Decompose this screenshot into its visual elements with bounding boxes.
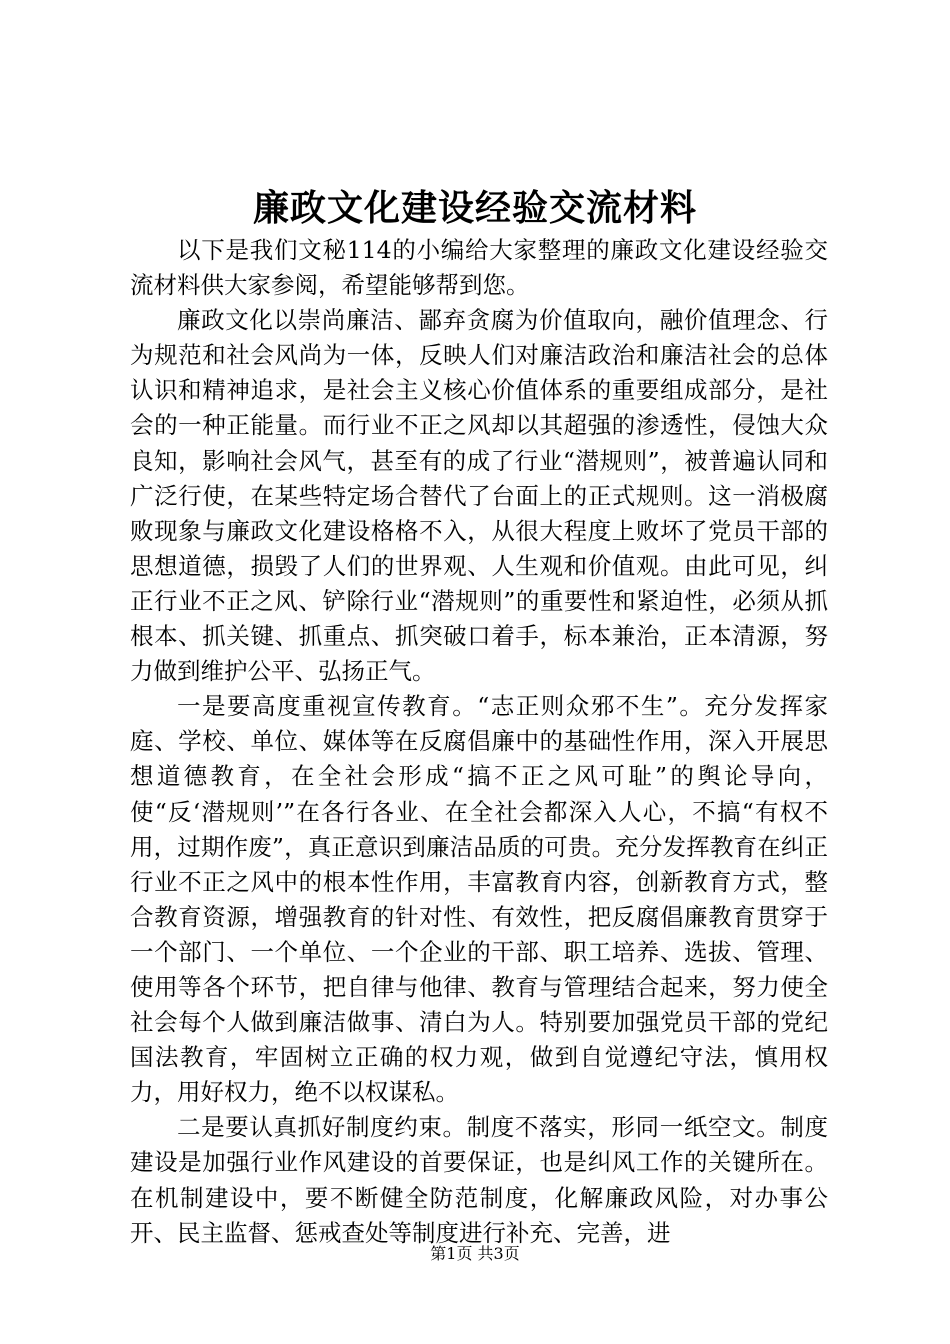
paragraph-point-two: 二是要认真抓好制度约束。制度不落实，形同一纸空文。制度建设是加强行业作风建设的首要保证，也是纠风工作的关键所在。在机制建设中，要不断健全防范制度，化解廉政风险，对办事公开、民主监督、惩戒查处等制度进行补充、完善，进 bbox=[130, 1113, 828, 1247]
document-title: 廉政文化建设经验交流材料 bbox=[252, 187, 697, 229]
page-footer: 第1页 共3页 bbox=[430, 1244, 520, 1263]
paragraph-intro: 以下是我们文秘114的小编给大家整理的廉政文化建设经验交流材料供大家参阅，希望能够帮到您。 bbox=[130, 236, 828, 300]
paragraph-overview: 廉政文化以崇尚廉洁、鄙弃贪腐为价值取向，融价值理念、行为规范和社会风尚为一体，反映人们对廉洁政治和廉洁社会的总体认识和精神追求，是社会主义核心价值体系的重要组成部分，是社会的一种正能量。而行业不正之风却以其超强的渗透性，侵蚀大众良知，影响社会风气，甚至有的成了行业“潜规则”，被普遍认同和广泛行使，在某些特定场合替代了台面上的正式规则。这一消极腐败现象与廉政文化建设格格不入，从很大程度上败坏了党员干部的思想道德，损毁了人们的世界观、人生观和价值观。由此可见，纠正行业不正之风、铲除行业“潜规则”的重要性和紧迫性，必须从抓根本、抓关键、抓重点、抓突破口着手，标本兼治，正本清源，努力做到维护公平、弘扬正气。 bbox=[130, 306, 828, 686]
paragraph-point-one: 一是要高度重视宣传教育。“志正则众邪不生”。充分发挥家庭、学校、单位、媒体等在反腐倡廉中的基础性作用，深入开展思想道德教育，在全社会形成“搞不正之风可耻”的舆论导向，使“反‘潜规则’”在各行各业、在全社会都深入人心，不搞“有权不用，过期作废”，真正意识到廉洁品质的可贵。充分发挥教育在纠正行业不正之风中的根本性作用，丰富教育内容，创新教育方式，整合教育资源，增强教育的针对性、有效性，把反腐倡廉教育贯穿于一个部门、一个单位、一个企业的干部、职工培养、选拔、管理、使用等各个环节，把自律与他律、教育与管理结合起来，努力使全社会每个人做到廉洁做事、清白为人。特别要加强党员干部的党纪国法教育，牢固树立正确的权力观，做到自觉遵纪守法，慎用权力，用好权力，绝不以权谋私。 bbox=[130, 692, 828, 1107]
document-body bbox=[130, 233, 828, 1251]
